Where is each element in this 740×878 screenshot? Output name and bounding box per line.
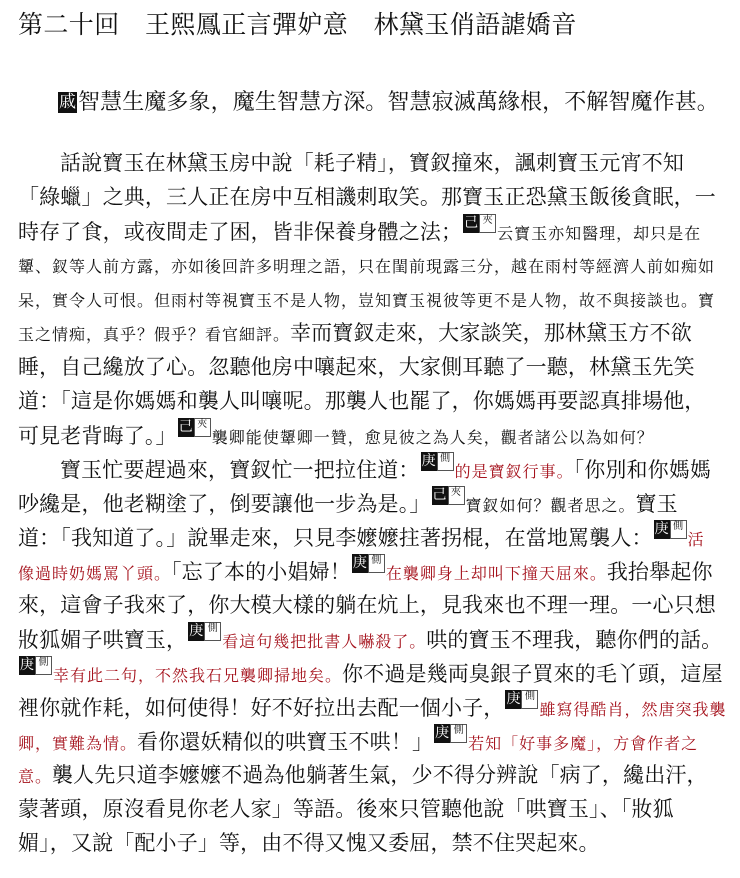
main-text: 寶玉 (635, 492, 678, 516)
text-line (18, 622, 722, 656)
text-line (18, 248, 715, 282)
badge-main-glyph: 庚 (654, 521, 669, 537)
badge-sub-glyph: 側 (670, 520, 687, 539)
red-commentary: 在襲卿身上却叫下撞天屈來。 (385, 564, 607, 583)
badge-main-glyph: 庚 (352, 555, 367, 571)
commentary-note: 玉之情痴，真乎？假乎？看官細評。 (18, 325, 291, 344)
badge-sub-glyph: 側 (368, 554, 385, 573)
text-line (18, 316, 692, 350)
red-commentary: 活 (687, 530, 705, 549)
main-text: 裡你就作耗，如何使得！好不好拉出去配一個小子， (18, 696, 505, 720)
main-text: 幸而寶釵走來，大家談笑，那林黛玉方不欲 (290, 321, 692, 345)
badge-sub-glyph: 側 (521, 690, 538, 709)
commentary-badge-qi: 戚 (58, 92, 77, 112)
main-text: 時存了食，或夜間走了困，皆非保養身體之法； (18, 220, 463, 244)
commentary-note: 云寶玉亦知醫理，却只是在 (497, 224, 702, 243)
main-text: 妝狐媚子哄寶玉， (18, 628, 188, 652)
commentary-badge-ji-jia (178, 418, 211, 437)
badge-sub-glyph: 側 (437, 452, 454, 471)
main-text: 你不過是幾両臭銀子買來的毛丫頭，這屋 (342, 662, 723, 686)
text-line (18, 418, 654, 452)
commentary-note: 襲卿能使顰卿一贊，愈見彼之為人矣，觀者諸公以為如何？ (211, 428, 654, 447)
text-line (18, 792, 674, 826)
text-line (18, 826, 600, 860)
commentary-badge-geng-ce (654, 520, 687, 539)
commentary-badge-geng-ce (505, 690, 538, 709)
commentary-note: 寶釵如何？觀者思之。 (465, 496, 636, 515)
badge-sub-glyph: 夾 (194, 418, 211, 437)
main-text: 蒙著頭，原沒看見你老人家」等語。後來只管聽他說「哄寶玉」、「妝狐 (18, 797, 674, 821)
badge-main-glyph: 己 (464, 215, 479, 231)
main-text: 「綠蠟」之典，三人正在房中互相譏刺取笑。那寶玉正恐黛玉飯後貪眠，一 (18, 185, 716, 209)
commentary-note: 顰、釵等人前方露，亦如後回許多明理之語，只在閨前現露三分，越在雨村等經濟人前如痴如 (18, 257, 716, 276)
badge-main-glyph: 庚 (20, 657, 34, 673)
red-commentary: 意。 (18, 767, 53, 786)
commentary-badge-ji-jia (463, 214, 496, 233)
text-line (18, 350, 695, 384)
main-text: 襲人先只道李嬤嬤不過為他躺著生氣，少不得分辨說「病了，纔出汗， (52, 763, 708, 787)
badge-main-glyph: 庚 (421, 453, 436, 469)
badge-main-glyph: 庚 (506, 691, 521, 707)
commentary-badge-ji-jia (432, 486, 465, 505)
main-text: 可見老背晦了。」 (18, 424, 177, 448)
text-line (18, 180, 716, 214)
text-line (18, 486, 678, 520)
red-commentary: 的是寶釵行事。 (454, 462, 574, 481)
badge-sub-glyph: 側 (450, 724, 467, 743)
badge-sub-glyph: 夾 (479, 214, 496, 233)
text-line (18, 214, 701, 248)
main-text: 道：「這是你媽媽和襲人叫嚷呢。那襲人也罷了，你媽媽再要認真排場他， (18, 389, 706, 413)
badge-sub-glyph: 側 (204, 622, 221, 641)
commentary-badge-geng-ce (188, 622, 221, 641)
red-commentary: 像過時奶媽罵丫頭。 (18, 564, 172, 583)
main-text: 道：「我知道了。」說畢走來，只見李嬤嬤拄著拐棍，在當地罵襲人： (18, 526, 653, 550)
text-line (18, 690, 726, 724)
main-text: 哄的寶玉不理我，聽你們的話。 (426, 628, 723, 652)
text-line (60, 452, 711, 486)
poem-text: 智慧生魔多象，魔生智慧方深。智慧寂滅萬緣根，不解智魔作甚。 (78, 90, 719, 115)
badge-main-glyph: 庚 (435, 725, 450, 741)
main-text: 來，這會子我來了，你大模大樣的躺在炕上，見我來也不理一理。一心只想 (18, 593, 716, 617)
text-line (18, 282, 715, 316)
main-text: 寶玉忙要趕過來，寶釵忙一把拉住道： (60, 458, 420, 482)
opening-poem (58, 86, 719, 120)
text-line (18, 588, 716, 622)
text-line (18, 656, 723, 690)
text-line (18, 758, 708, 792)
badge-main-glyph: 庚 (189, 623, 204, 639)
main-text: 「你別和你媽媽 (573, 458, 712, 482)
text-line (18, 554, 713, 588)
main-text: 話說寶玉在林黛玉房中說「耗子精」，寶釵撞來，諷刺寶玉元宵不知 (60, 151, 684, 175)
badge-sub-glyph: 夾 (448, 486, 465, 505)
main-text: 睡，自己纔放了心。忽聽他房中嚷起來，大家側耳聽了一聽，林黛玉先笑 (18, 355, 695, 379)
commentary-badge-geng-ce (434, 724, 467, 743)
red-commentary: 幸有此二句，不然我石兄襲卿掃地矣。 (53, 666, 343, 685)
red-commentary: 若知「好事多魔」，方會作者之 (468, 734, 699, 753)
text-line (18, 724, 698, 758)
commentary-badge-geng-ce (352, 554, 385, 573)
red-commentary: 卿，實難為情。 (18, 734, 138, 753)
red-commentary: 看這句幾把批書人嚇殺了。 (222, 632, 427, 651)
main-text: 「忘了本的小娼婦！ (171, 560, 351, 584)
main-text: 看你還妖精似的哄寶玉不哄！」 (137, 730, 434, 754)
text-line (18, 520, 705, 554)
badge-sub-glyph: 側 (35, 656, 52, 675)
commentary-badge-geng-ce (19, 656, 52, 675)
red-commentary: 雖寫得酷肖，然唐突我襲 (539, 700, 727, 719)
badge-main-glyph: 己 (178, 419, 193, 435)
commentary-note: 呆，實令人可恨。但雨村等視寶玉不是人物，豈知寶玉視彼等更不是人物，故不與接談也。寶 (18, 291, 716, 310)
badge-main-glyph: 己 (432, 487, 447, 503)
main-text: 吵纔是，他老糊塗了，倒要讓他一步為是。」 (18, 492, 431, 516)
main-text: 我抬舉起你 (606, 560, 713, 584)
commentary-badge-geng-ce (421, 452, 454, 471)
chapter-title: 第二十回 王熙鳳正言彈妒意 林黛玉俏語謔嬌音 (18, 10, 577, 39)
text-line (60, 146, 684, 180)
text-line (18, 384, 705, 418)
main-text: 媚」，又說「配小子」等，由不得又愧又委屈，禁不住哭起來。 (18, 831, 600, 855)
